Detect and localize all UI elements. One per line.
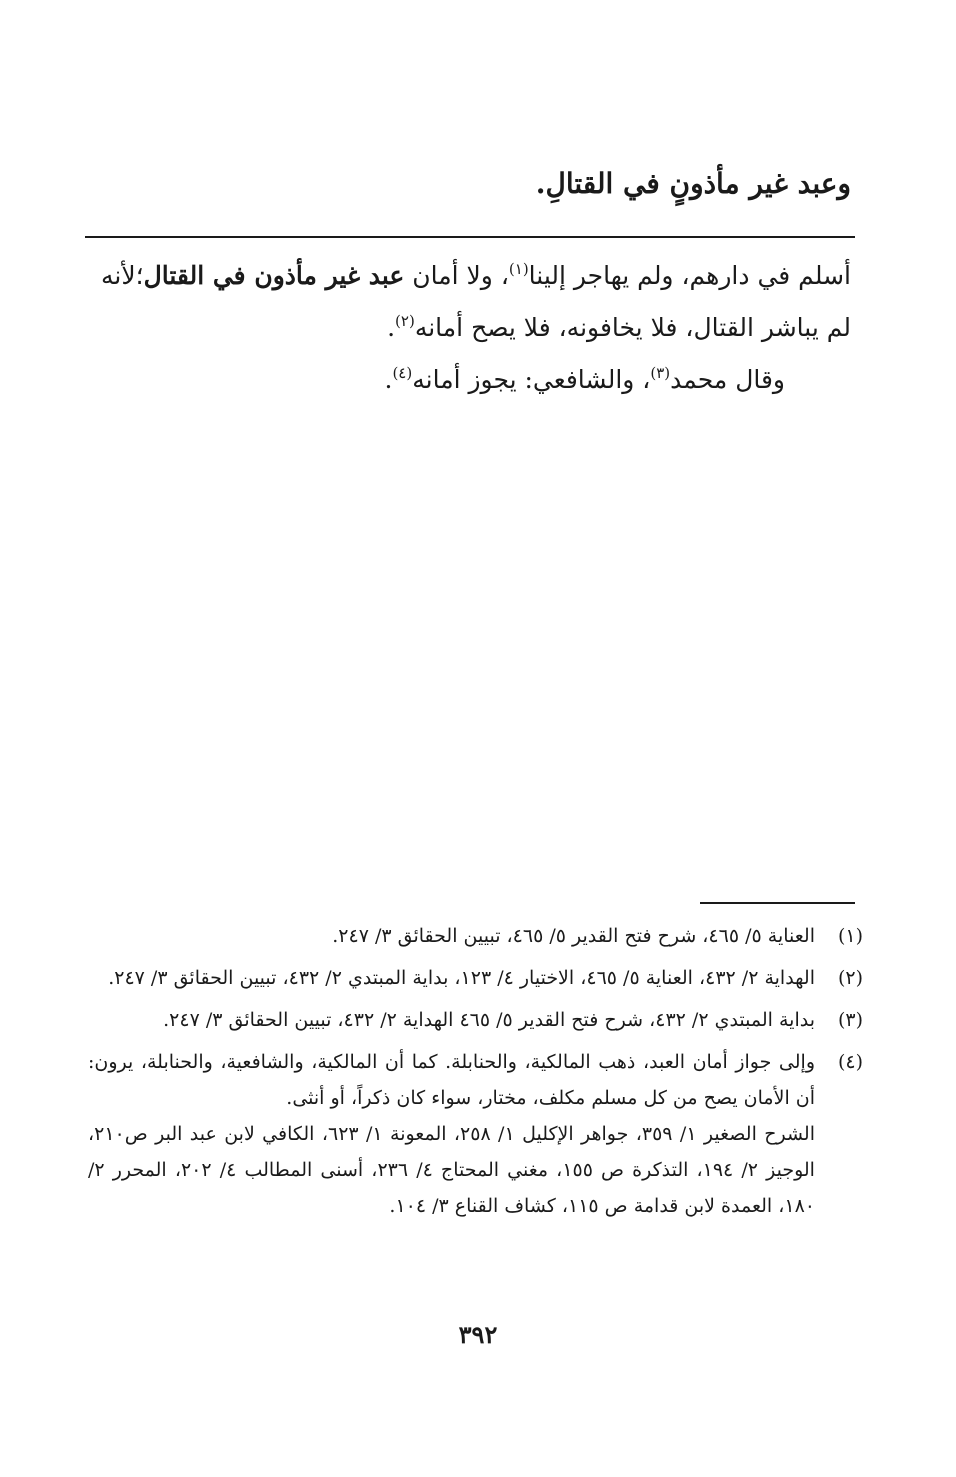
- text-run: وقال محمد: [670, 365, 785, 394]
- footnote-ref: (٢): [395, 312, 415, 330]
- footnote-ref: (١): [508, 260, 529, 278]
- text-run: ؛: [135, 261, 144, 290]
- footnote-number: (٢): [837, 967, 863, 989]
- commentary-line: [81, 354, 851, 406]
- footnote-text: العناية ٥/ ٤٦٥، شرح فتح القدير ٥/ ٤٦٥، تبيين الحقائق ٣/ ٢٤٧.: [332, 925, 815, 947]
- commentary-line: [81, 250, 851, 354]
- footnote-sources: الشرح الصغير ١/ ٣٥٩، جواهر الإكليل ١/ ٢٥٨، المعونة ١/ ٦٢٣، الكافي لابن عبد البر ص٢١٠، الوجيز ٢/ ١٩٤، التذكرة ص ١٥٥، مغني المحتاج ٤/ ٢٣٦، أسنى المطالب ٤/ ٢٠٢، المحرر ٢/ ١٨٠، العمدة لابن قدامة ص ١١٥، كشاف القناع ٣/ ١٠٤.: [88, 1123, 815, 1217]
- footnote-ref: (٣): [650, 364, 671, 382]
- text-run: لأنه لم يباشر القتال، فلا يخافونه، فلا يصح أمانه: [101, 261, 851, 342]
- page-number: ٣٩٢: [458, 1320, 498, 1349]
- text-run: ، ولا أمان: [404, 261, 509, 290]
- footnote-text: بداية المبتدي ٢/ ٤٣٢، شرح فتح القدير ٥/ ٤٦٥ الهداية ٢/ ٤٣٢، تبيين الحقائق ٣/ ٢٤٧.: [163, 1009, 815, 1031]
- quoted-matn: عبد غير مأذون في القتال: [143, 261, 405, 290]
- footnote-number: (١): [837, 925, 863, 947]
- footnote: [88, 1044, 863, 1224]
- text-run: .: [384, 365, 393, 394]
- footnote: [88, 1002, 863, 1038]
- footnote-number: (٣): [837, 1009, 863, 1031]
- footnote-text: الهداية ٢/ ٤٣٢، العناية ٥/ ٤٦٥، الاختيار ٤/ ١٢٣، بداية المبتدي ٢/ ٤٣٢، تبيين الحقائق ٣/ ٢٤٧.: [108, 967, 815, 989]
- footnote: [88, 960, 863, 996]
- text-run: ، والشافعي: يجوز أمانه: [412, 365, 651, 394]
- footnotes: [88, 918, 863, 1230]
- matn-divider: [85, 236, 855, 238]
- matn-heading: وعبد غير مأذونٍ في القتالِ.: [535, 167, 851, 200]
- footnote-separator: [700, 902, 855, 904]
- text-run: أسلم في دارهم، ولم يهاجر إلينا: [528, 261, 851, 290]
- text-run: .: [387, 313, 396, 342]
- footnote-text: وإلى جواز أمان العبد، ذهب المالكية، والحنابلة. كما أن المالكية، والشافعية، والحنابلة، يرون: أن الأمان يصح من كل مسلم مكلف، مختار، سواء كان ذكراً، أو أنثى.: [88, 1051, 815, 1109]
- commentary-text: [81, 250, 851, 406]
- footnote-number: (٤): [837, 1051, 863, 1073]
- footnote: [88, 918, 863, 954]
- footnote-ref: (٤): [392, 364, 413, 382]
